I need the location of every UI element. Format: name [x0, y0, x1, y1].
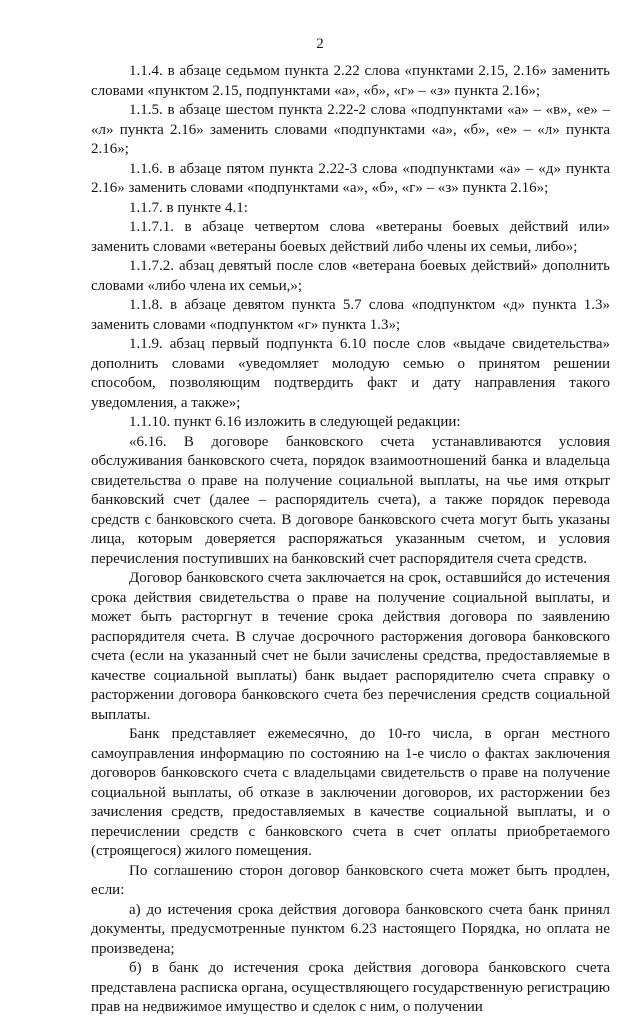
paragraph-1-1-8: 1.1.8. в абзаце девятом пункта 5.7 слова «подпунктом «д» пункта 1.3» заменить словами «подпунктом «г» пункта 1.3»; [91, 297, 610, 333]
paragraph-1-1-10: 1.1.10. пункт 6.16 изложить в следующей редакции: [129, 414, 461, 430]
paragraph-1-1-7: 1.1.7. в пункте 4.1: [129, 199, 248, 216]
page-number: 2 [316, 36, 324, 52]
paragraph-1-1-9: 1.1.9. абзац первый подпункта 6.10 после слов «выдаче свидетельства» дополнить словами «уведомляет молодую семью о принятом решении способом, позволяющим подтвердить факт и дату направления такого уведомления, а также»; [91, 336, 610, 411]
document-body [91, 62, 610, 1018]
paragraph-1-1-4: 1.1.4. в абзаце седьмом пункта 2.22 слова «пунктами 2.15, 2.16» заменить словами «пунктом 2.15, подпунктами «а», «б», «г» – «з» пункта 2.16»; [91, 63, 610, 99]
paragraph-1-1-7-2: 1.1.7.2. абзац девятый после слов «ветерана боевых действий» дополнить словами «либо члена их семьи,»; [91, 258, 610, 294]
paragraph-6-16-item-b: б) в банк до истечения срока действия договора банковского счета представлена расписка органа, осуществляющего государственную регистрацию прав на недвижимое имущество и сделок с ним, о получении [91, 960, 610, 1015]
paragraph-6-16-extension: По соглашению сторон договор банковского счета может быть продлен, если: [91, 862, 610, 898]
paragraph-1-1-5: 1.1.5. в абзаце шестом пункта 2.22-2 слова «подпунктами «а» – «в», «е» – «л» пункта 2.16» заменить словами «подпунктами «а», «б», «е» – «л» пункта 2.16»; [91, 102, 610, 157]
paragraph-6-16-bank-report: Банк представляет ежемесячно, до 10-го числа, в орган местного самоуправления информацию по состоянию на 1-е число о фактах заключения договоров банковского счета с владельцами свидетельств о праве на получение социальной выплаты, об отказе в заключении договоров, их расторжении без зачисления средств, предоставляемых в качестве социальной выплаты, и о перечислении средств с банковского счета в счет оплаты приобретаемого (строящегося) жилого помещения. [91, 726, 610, 859]
paragraph-6-16-item-a: а) до истечения срока действия договора банковского счета банк принял документы, предусмотренные пунктом 6.23 настоящего Порядка, но оплата не произведена; [91, 901, 610, 957]
paragraph-1-1-7-1: 1.1.7.1. в абзаце четвертом слова «ветераны боевых действий или» заменить словами «ветераны боевых действий либо члены их семьи, либо»; [91, 219, 610, 255]
paragraph-1-1-6: 1.1.6. в абзаце пятом пункта 2.22-3 слова «подпунктами «а» – «д» пункта 2.16» заменить словами «подпунктами «а», «б», «г» – «з» пункта 2.16»; [91, 160, 610, 196]
paragraph-6-16-intro: «6.16. В договоре банковского счета устанавливаются условия обслуживания банковского счета, порядок взаимоотношений банка и владельца свидетельства о праве на получение социальной выплаты, на чье имя открыт банковский счет (далее – распорядитель счета), а также порядок перевода средств с банковского счета. В договоре банковского счета могут быть указаны лица, которым доверяется распоряжаться указанным счетом, и условия перечисления поступивших на банковский счет распорядителя счета средств. [91, 433, 610, 567]
paragraph-6-16-term: Договор банковского счета заключается на срок, оставшийся до истечения срока действия свидетельства о праве на получение социальной выплаты, и может быть расторгнут в течение срока действия договора по заявлению распорядителя счета. В случае досрочного расторжения договора банковского счета (если на указанный счет не были зачислены средства, предоставляемые в качестве социальной выплаты) банк выдает распорядителю счета справку о расторжении договора банковского счета без перечисления средств социальной выплаты. [91, 570, 610, 723]
